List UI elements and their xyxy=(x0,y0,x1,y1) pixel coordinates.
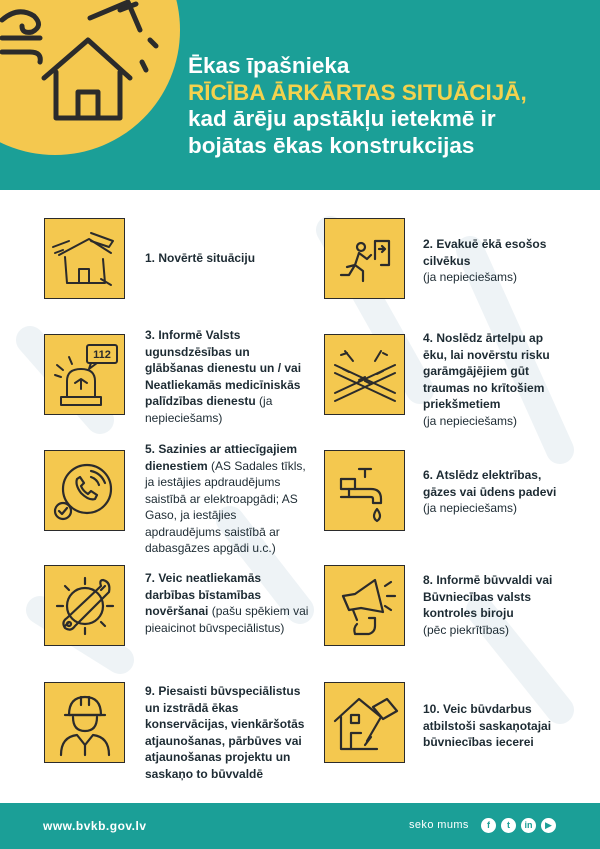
step8-bold: 8. Informē būvvaldi vai Būvniecības valsts kontroles biroju xyxy=(423,573,553,620)
title-line-3: kad ārēju apstākļu ietekmē ir xyxy=(188,106,496,131)
linkedin-icon[interactable]: in xyxy=(521,818,536,833)
step1-bold: 1. Novērtē situāciju xyxy=(145,251,256,265)
step7-text xyxy=(145,570,310,636)
step3-note: (ja nepieciešams) xyxy=(145,394,273,425)
step10-icon xyxy=(324,682,405,763)
step8-text xyxy=(423,572,563,638)
step4-text xyxy=(423,330,563,429)
page-title xyxy=(188,53,588,159)
step4-note: (ja nepieciešams) xyxy=(423,413,518,428)
website-link[interactable]: www.bvkb.gov.lv xyxy=(43,819,147,833)
step1-text xyxy=(145,250,305,267)
step8-icon xyxy=(324,565,405,646)
youtube-icon[interactable]: ▶ xyxy=(541,818,556,833)
step9-text xyxy=(145,683,315,782)
twitter-icon[interactable]: t xyxy=(501,818,516,833)
step9-bold: 9. Piesaisti būvspeciālistus un izstrādā ēkas konservācijas, vienkāršotās atjaunošanas, pārbūves vai atjaunošanas projektu un saskaņo to būvvaldē xyxy=(145,684,305,781)
step3-bold: 3. Informē Valsts ugunsdzēsības un glābšanas dienestu un / vai Neatliekamās medicīniskās palīdzības dienestu xyxy=(145,328,302,408)
follow-label: seko mums xyxy=(409,819,469,831)
facebook-icon[interactable]: f xyxy=(481,818,496,833)
storm-house-icon xyxy=(0,0,190,190)
step2-text xyxy=(423,236,563,286)
step5-text xyxy=(145,441,310,557)
step5-bold: 5. Sazinies ar attiecīgajiem dienestiem xyxy=(145,442,298,473)
step5-icon xyxy=(44,450,125,531)
step7-note: (pašu spēkiem vai pieaicinot būvspeciālistus) xyxy=(145,604,309,635)
badge-112: 112 xyxy=(93,349,111,361)
step1-icon xyxy=(44,218,125,299)
step8-note: (pēc piekrītības) xyxy=(423,622,510,637)
step10-text xyxy=(423,701,568,751)
step5-note: (AS Sadales tīkls, ja iestājies apdraudējums saistībā ar elektroapgādi; AS Gaso, ja iestājies apdraudējums saistībā ar dabasgāzes apgādi u.c.) xyxy=(145,458,306,555)
step2-bold: 2. Evakuē ēkā esošos cilvēkus xyxy=(423,237,547,268)
step10-bold: 10. Veic būvdarbus atbilstoši saskaņotajai būvniecības iecerei xyxy=(423,702,552,749)
step4-icon xyxy=(324,334,405,415)
step6-text xyxy=(423,467,563,517)
step6-icon xyxy=(324,450,405,531)
footer xyxy=(0,803,600,849)
header-banner xyxy=(0,0,600,190)
step3-text xyxy=(145,327,310,426)
step4-bold: 4. Noslēdz ārtelpu ap ēku, lai novērstu risku garāmgājējiem gūt traumas no krītošiem priekšmetiem xyxy=(423,331,550,411)
title-line-1: Ēkas īpašnieka xyxy=(188,53,350,78)
step7-bold: 7. Veic neatliekamās darbības bīstamības novēršanai xyxy=(145,571,262,618)
title-line-4: bojātas ēkas konstrukcijas xyxy=(188,132,475,158)
step6-note: (ja nepieciešams) xyxy=(423,501,518,515)
step6-bold: 6. Atslēdz elektrības, gāzes vai ūdens padevi xyxy=(423,468,557,499)
step2-note: (ja nepieciešams) xyxy=(423,270,518,284)
step7-icon xyxy=(44,565,125,646)
step9-icon xyxy=(44,682,125,763)
step2-icon xyxy=(324,218,405,299)
title-line-2: RĪCĪBA ĀRKĀRTAS SITUĀCIJĀ, xyxy=(188,79,527,105)
step3-icon xyxy=(44,334,125,415)
